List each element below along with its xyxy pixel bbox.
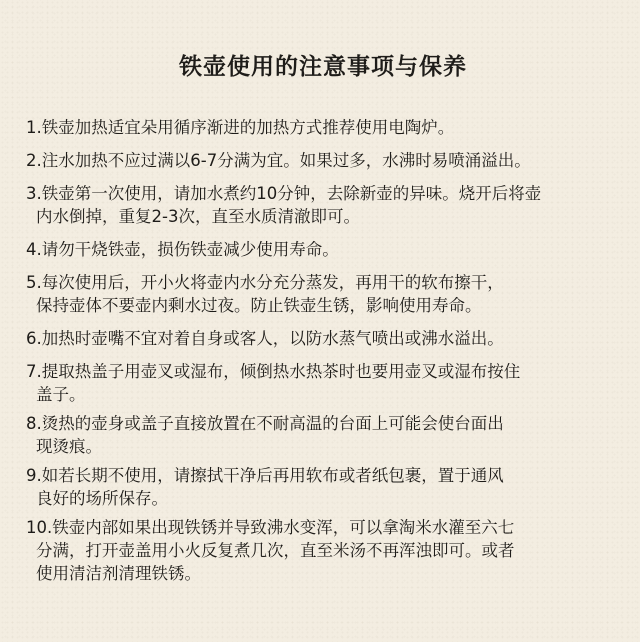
item-5-line-1: 5.每次使用后，开小火将壶内水分充分蒸发，再用干的软布擦干， (26, 273, 504, 292)
item-10-line-3: 使用清洁剂清理铁锈。 (36, 564, 201, 583)
item-3-line-2: 内水倒掉，重复2-3次，直至水质清澈即可。 (36, 207, 360, 226)
list-item (26, 271, 612, 317)
instructions-list (26, 116, 612, 585)
list-item (26, 516, 612, 585)
item-4-line-1: 4.请勿干烧铁壶，损伤铁壶减少使用寿命。 (26, 240, 339, 259)
page-title: 铁壶使用的注意事项与保养 (179, 54, 467, 80)
item-1-line-1: 1.铁壶加热适宜朵用循序渐进的加热方式推荐使用电陶炉。 (26, 118, 455, 137)
item-6-line-1: 6.加热时壶嘴不宜对着自身或客人，以防水蒸气喷出或沸水溢出。 (26, 329, 504, 348)
item-5-line-2: 保持壶体不要壶内剩水过夜。防止铁壶生锈，影响使用寿命。 (36, 296, 482, 315)
item-10-line-1: 10.铁壶内部如果出现铁锈并导致沸水变浑，可以拿淘米水灌至六七 (26, 518, 515, 537)
item-7-line-1: 7.提取热盖子用壶叉或湿布，倾倒热水热茶时也要用壶叉或湿布按住 (26, 362, 521, 381)
item-3-line-1: 3.铁壶第一次使用，请加水煮约10分钟，去除新壶的异味。烧开后将壶 (26, 184, 542, 203)
list-item (26, 360, 612, 406)
list-item (26, 464, 612, 510)
item-10-line-2: 分满，打开壶盖用小火反复煮几次，直至米汤不再浑浊即可。或者 (36, 541, 515, 560)
item-7-line-2: 盖子。 (36, 385, 86, 404)
item-8-line-2: 现烫痕。 (36, 437, 102, 456)
list-item (26, 116, 612, 139)
item-2-line-1: 2.注水加热不应过满以6-7分满为宜。如果过多，水沸时易喷涌溢出。 (26, 151, 531, 170)
item-9-line-1: 9.如若长期不使用，请擦拭干净后再用软布或者纸包裹，置于通风 (26, 466, 504, 485)
list-item (26, 327, 612, 350)
list-item (26, 149, 612, 172)
list-item (26, 238, 612, 261)
item-8-line-1: 8.烫热的壶身或盖子直接放置在不耐高温的台面上可能会使台面出 (26, 414, 504, 433)
item-9-line-2: 良好的场所保存。 (36, 489, 168, 508)
list-item (26, 182, 612, 228)
list-item (26, 412, 612, 458)
